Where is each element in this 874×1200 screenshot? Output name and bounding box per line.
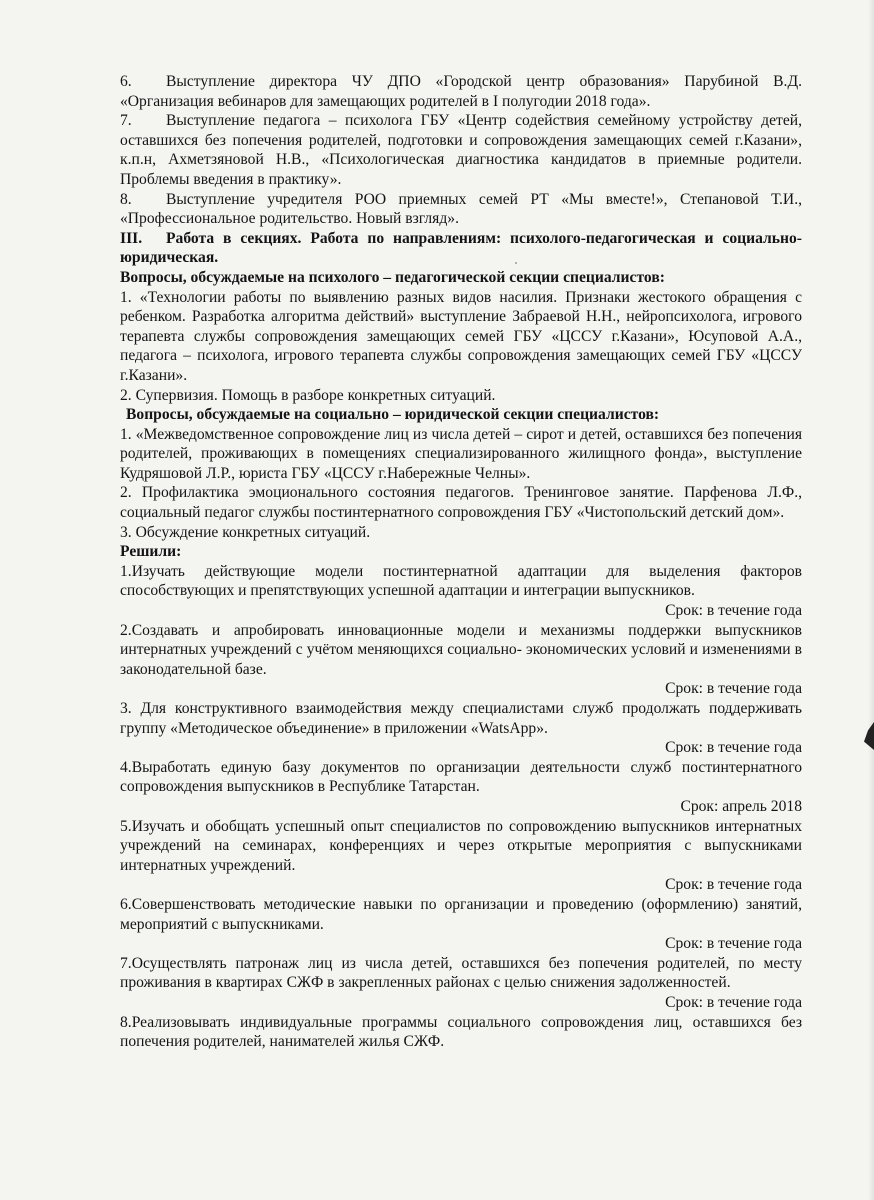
decision-deadline-2: Срок: в течение года <box>665 680 802 698</box>
legal-item-2: 2. Профилактика эмоционального состояния педагогов. Тренинговое занятие. Парфенова Л.Ф., социальный педагог службы постинтернатного сопровождения ГБУ «Чистопольский детский дом». <box>120 484 802 522</box>
decision-item-2: 2.Создавать и апробировать инновационные модели и механизмы поддержки выпускников интернатных учреждений с учётом меняющихся социально- экономических условий и изменениями в законодательной базе. <box>120 621 802 678</box>
agenda-item-text: Выступление директора ЧУ ДПО «Городской центр образования» Парубиной В.Д. «Организация вебинаров для замещающих родителей в I полугодии 2018 года». <box>120 73 802 110</box>
legal-section-heading: Вопросы, обсуждаемые на социально – юридической секции специалистов: <box>126 406 660 424</box>
decision-deadline-3: Срок: в течение года <box>665 739 802 757</box>
psych-item-1: 1. «Технологии работы по выявлению разных видов насилия. Признаки жестокого обращения с ребенком. Разработка алгоритма действий» выступление Забраевой Н.Н., нейропсихолога, игрового терапевта службы сопровождения замещающих семей ГБУ «ЦССУ г.Казани», Юсуповой А.А., педагога – психолога, игрового терапевта службы сопровождения замещающих семей ГБУ «ЦССУ г.Казани». <box>120 288 802 384</box>
section-title: Работа в секциях. Работа по направлениям: психолого-педагогическая и социально-юридическая. <box>120 229 802 267</box>
decision-item-3: 3. Для конструктивного взаимодействия между специалистами служб продолжать поддерживать группу «Методическое объединение» в приложении «WatsApp». <box>120 700 802 737</box>
agenda-item-6 <box>120 72 802 111</box>
agenda-item-number: 6. <box>120 73 132 90</box>
decision-item-1: 1.Изучать действующие модели постинтернатной адаптации для выделения факторов способствующих и препятствующих успешной адаптации и интеграции выпускников. <box>120 562 802 600</box>
agenda-item-text: Выступление учредителя РОО приемных семей РТ «Мы вместе!», Степановой Т.И., «Профессиональное родительство. Новый взгляд». <box>120 190 802 228</box>
decision-deadline-5: Срок: в течение года <box>665 876 802 894</box>
agenda-item-text: Выступление педагога – психолога ГБУ «Центр содействия семейному устройству детей, оставшихся без попечения родителей, подготовки и сопровождения замещающих семей г.Казани», к.п.н, Ахметзяновой Н.В., «Психологическая диагностика кандидатов в приемные родители. Проблемы введения в практику». <box>120 112 802 188</box>
decision-item-7: 7.Осуществлять патронаж лиц из числа детей, оставшихся без попечения родителей, по месту проживания в квартирах СЖФ в закрепленных районах с целью снижения задолженностей. <box>120 954 802 992</box>
scan-speck <box>515 262 517 264</box>
agenda-item-number: 8. <box>120 190 132 208</box>
agenda-item-number: 7. <box>120 112 132 130</box>
legal-item-1: 1. «Межведомственное сопровождение лиц из числа детей – сирот и детей, оставшихся без попечения родителей, проживающих в помещениях специализированного жилищного фонда», выступление Кудряшовой Л.Р., юриста ГБУ «ЦССУ г.Набережные Челны». <box>120 425 802 482</box>
legal-item-3: 3. Обсуждение конкретных ситуаций. <box>120 523 371 541</box>
decision-deadline-1: Срок: в течение года <box>665 602 802 620</box>
scan-edge-shadow <box>868 0 874 1200</box>
psych-item-2: 2. Супервизия. Помощь в разборе конкретных ситуаций. <box>120 386 496 404</box>
decision-item-6: 6.Совершенствовать методические навыки по организации и проведению (оформлению) занятий, мероприятий с выпускниками. <box>120 895 802 933</box>
section-number: III. <box>120 229 143 247</box>
psych-section-heading: Вопросы, обсуждаемые на психолого – педагогической секции специалистов: <box>120 268 665 286</box>
decision-item-5: 5.Изучать и обобщать успешный опыт специалистов по сопровождению выпускников интернатных учреждений на семинарах, конференциях и через открытые мероприятия с выпускниками интернатных учреждений. <box>120 817 802 874</box>
section-heading-iii <box>120 229 802 268</box>
decision-deadline-7: Срок: в течение года <box>665 993 802 1011</box>
decision-deadline-6: Срок: в течение года <box>665 935 802 953</box>
decision-item-4: 4.Выработать единую базу документов по организации деятельности служб постинтернатного сопровождения выпускников в Республике Татарстан. <box>120 758 802 796</box>
agenda-item-8 <box>120 190 802 229</box>
decision-item-8: 8.Реализовывать индивидуальные программы социального сопровождения лиц, оставшихся без попечения родителей, нанимателей жилья СЖФ. <box>120 1013 802 1051</box>
agenda-item-7 <box>120 111 802 189</box>
decisions-heading: Решили: <box>120 543 182 561</box>
decision-deadline-4: Срок: апрель 2018 <box>680 797 802 815</box>
